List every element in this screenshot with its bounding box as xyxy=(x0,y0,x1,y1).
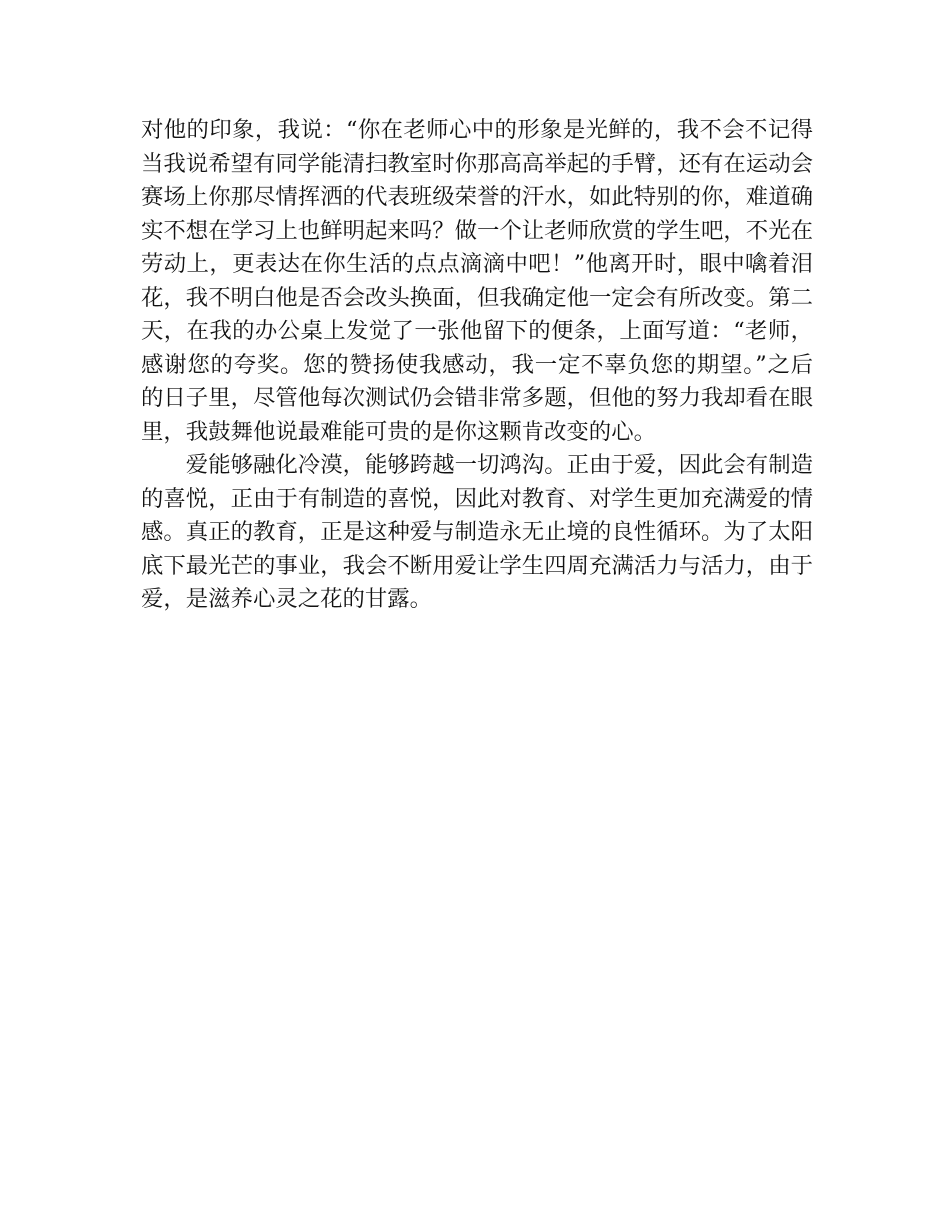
paragraph xyxy=(141,114,813,449)
text-line: 的喜悦，正由于有制造的喜悦，因此对教育、对学生更加充满爱的情 xyxy=(141,485,813,512)
text-line: 爱能够融化冷漠，能够跨越一切鸿沟。正由于爱，因此会有制造 xyxy=(185,452,813,478)
text-line: 对他的印象，我说：“你在老师心中的形象是光鲜的，我不会不记得 xyxy=(141,117,813,143)
text-line: 感谢您的夸奖。您的赞扬使我感动，我一定不辜负您的期望。”之后 xyxy=(141,351,813,378)
paragraph xyxy=(141,449,813,617)
text-line: 天，在我的办公桌上发觉了一张他留下的便条，上面写道：“老师， xyxy=(141,318,813,344)
text-line: 底下最光芒的事业，我会不断用爱让学生四周充满活力与活力，由于 xyxy=(141,552,813,579)
text-line: 实不想在学习上也鲜明起来吗？做一个让老师欣赏的学生吧，不光在 xyxy=(141,217,813,244)
text-line: 爱，是滋养心灵之花的甘露。 xyxy=(141,586,433,612)
text-line: 的日子里，尽管他每次测试仍会错非常多题，但他的努力我却看在眼 xyxy=(141,385,813,411)
text-line: 感。真正的教育，正是这种爱与制造永无止境的良性循环。为了太阳 xyxy=(141,519,813,545)
text-line: 当我说希望有同学能清扫教室时你那高高举起的手臂，还有在运动会 xyxy=(141,150,813,177)
text-line: 里，我鼓舞他说最难能可贵的是你这颗肯改变的心。 xyxy=(141,418,656,445)
document-body xyxy=(141,114,813,617)
text-line: 花，我不明白他是否会改头换面，但我确定他一定会有所改变。第二 xyxy=(141,284,813,311)
text-line: 赛场上你那尽情挥洒的代表班级荣誉的汗水，如此特别的你，难道确 xyxy=(141,184,813,210)
text-line: 劳动上，更表达在你生活的点点滴滴中吧！”他离开时，眼中噙着泪 xyxy=(141,251,813,277)
